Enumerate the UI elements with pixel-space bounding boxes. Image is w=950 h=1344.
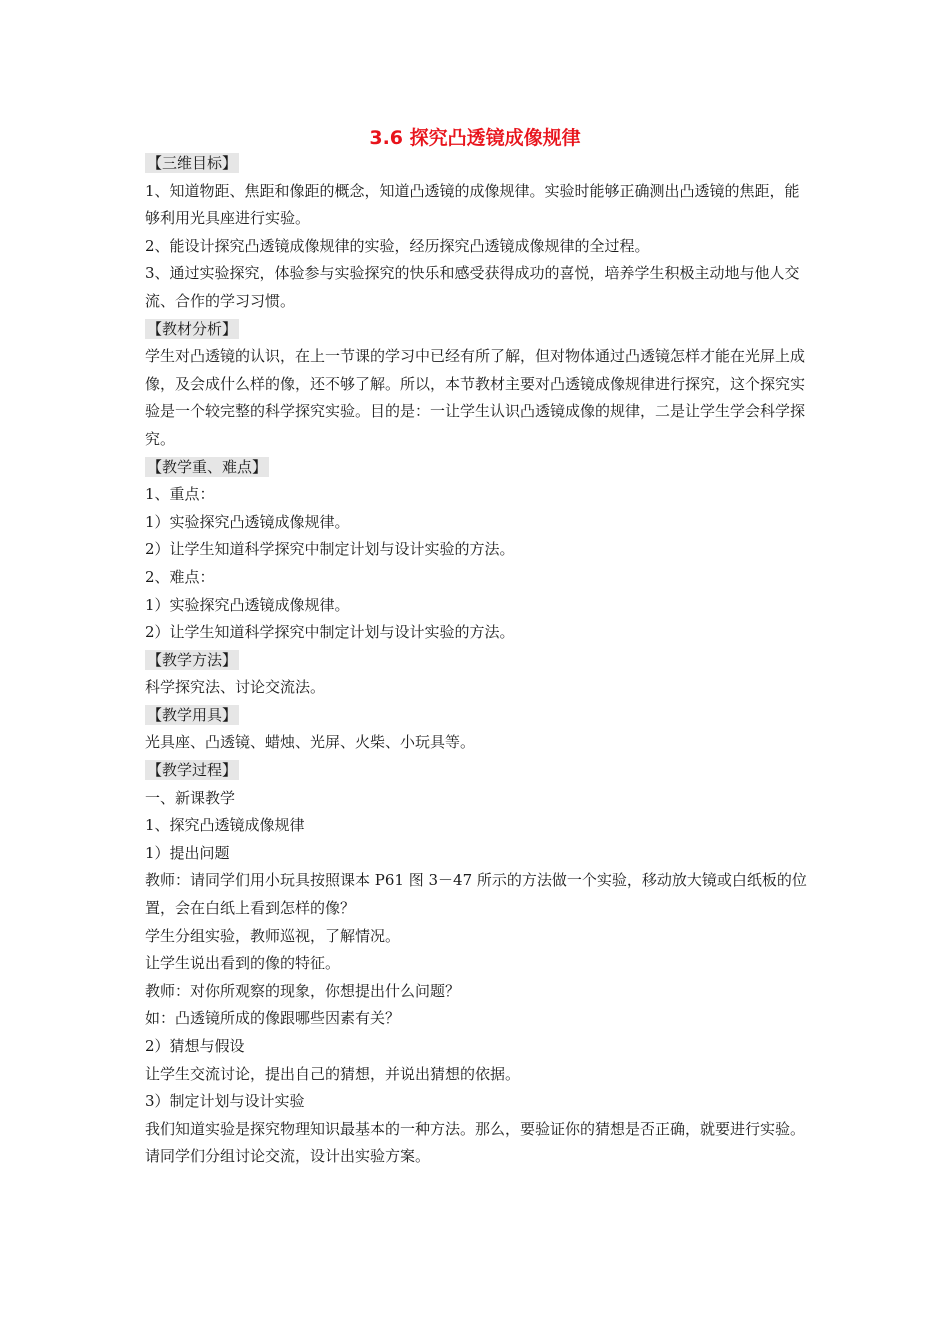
section-heading-tools: 【教学用具】 bbox=[147, 705, 238, 724]
process-line: 1、探究凸透镜成像规律 bbox=[145, 816, 305, 835]
process-line: 学生分组实验，教师巡视，了解情况。 bbox=[145, 926, 401, 945]
analysis-paragraph: 学生对凸透镜的认识，在上一节课的学习中已经有所了解，但对物体通过凸透镜怎样才能在光屏上成像，及会成什么样的像，还不够了解。所以，本节教材主要对凸透镜成像规律进行探究，这个探究实验是一个较完整的科学探究实验。目的是：一让学生认识凸透镜成像的规律，二是让学生学会科学探究。 bbox=[145, 347, 806, 448]
methods-text: 科学探究法、讨论交流法。 bbox=[145, 678, 326, 697]
section-heading-goals: 【三维目标】 bbox=[147, 154, 238, 172]
tools-text: 光具座、凸透镜、蜡烛、光屏、火柴、小玩具等。 bbox=[145, 733, 476, 752]
key-points-line: 1、重点： bbox=[145, 485, 215, 504]
process-line: 请同学们分组讨论交流，设计出实验方案。 bbox=[145, 1147, 431, 1166]
goal-item-3: 3、通过实验探究，体验参与实验探究的快乐和感受获得成功的喜悦，培养学生积极主动地与他人交流、合作的学习习惯。 bbox=[145, 264, 800, 310]
process-line: 让学生说出看到的像的特征。 bbox=[145, 954, 341, 973]
process-line: 教师：对你所观察的现象，你想提出什么问题？ bbox=[145, 981, 461, 1000]
process-line: 2）猜想与假设 bbox=[145, 1037, 245, 1055]
process-line: 一、新课教学 bbox=[145, 788, 236, 807]
process-line: 1）提出问题 bbox=[145, 843, 230, 862]
key-points-line: 1）实验探究凸透镜成像规律。 bbox=[145, 512, 350, 531]
key-points-line: 2）让学生知道科学探究中制定计划与设计实验的方法。 bbox=[145, 540, 515, 559]
goal-item-1: 1、知道物距、焦距和像距的概念，知道凸透镜的成像规律。实验时能够正确测出凸透镜的焦距，能够利用光具座进行实验。 bbox=[145, 181, 800, 228]
key-points-line: 2、难点： bbox=[145, 567, 215, 586]
key-points-line: 2）让学生知道科学探究中制定计划与设计实验的方法。 bbox=[145, 623, 515, 642]
section-heading-methods: 【教学方法】 bbox=[147, 650, 238, 669]
section-heading-process: 【教学过程】 bbox=[147, 761, 238, 780]
key-points-line: 1）实验探究凸透镜成像规律。 bbox=[145, 595, 350, 614]
document-body bbox=[145, 150, 810, 1171]
goal-item-2: 2、能设计探究凸透镜成像规律的实验，经历探究凸透镜成像规律的全过程。 bbox=[145, 236, 650, 255]
page-title: 3.6 探究凸透镜成像规律 bbox=[369, 127, 581, 149]
section-heading-key-points: 【教学重、难点】 bbox=[147, 457, 268, 476]
process-line: 3）制定计划与设计实验 bbox=[145, 1092, 305, 1111]
process-line: 如：凸透镜所成的像跟哪些因素有关？ bbox=[145, 1009, 401, 1028]
section-heading-analysis: 【教材分析】 bbox=[147, 319, 238, 338]
process-line: 让学生交流讨论，提出自己的猜想，并说出猜想的依据。 bbox=[145, 1064, 521, 1083]
process-line: 教师：请同学们用小玩具按照课本 P61 图 3－47 所示的方法做一个实验，移动放大镜或白纸板的位置，会在白纸上看到怎样的像？ bbox=[145, 871, 807, 918]
process-line: 我们知道实验是探究物理知识最基本的一种方法。那么，要验证你的猜想是否正确，就要进行实验。 bbox=[145, 1119, 806, 1138]
